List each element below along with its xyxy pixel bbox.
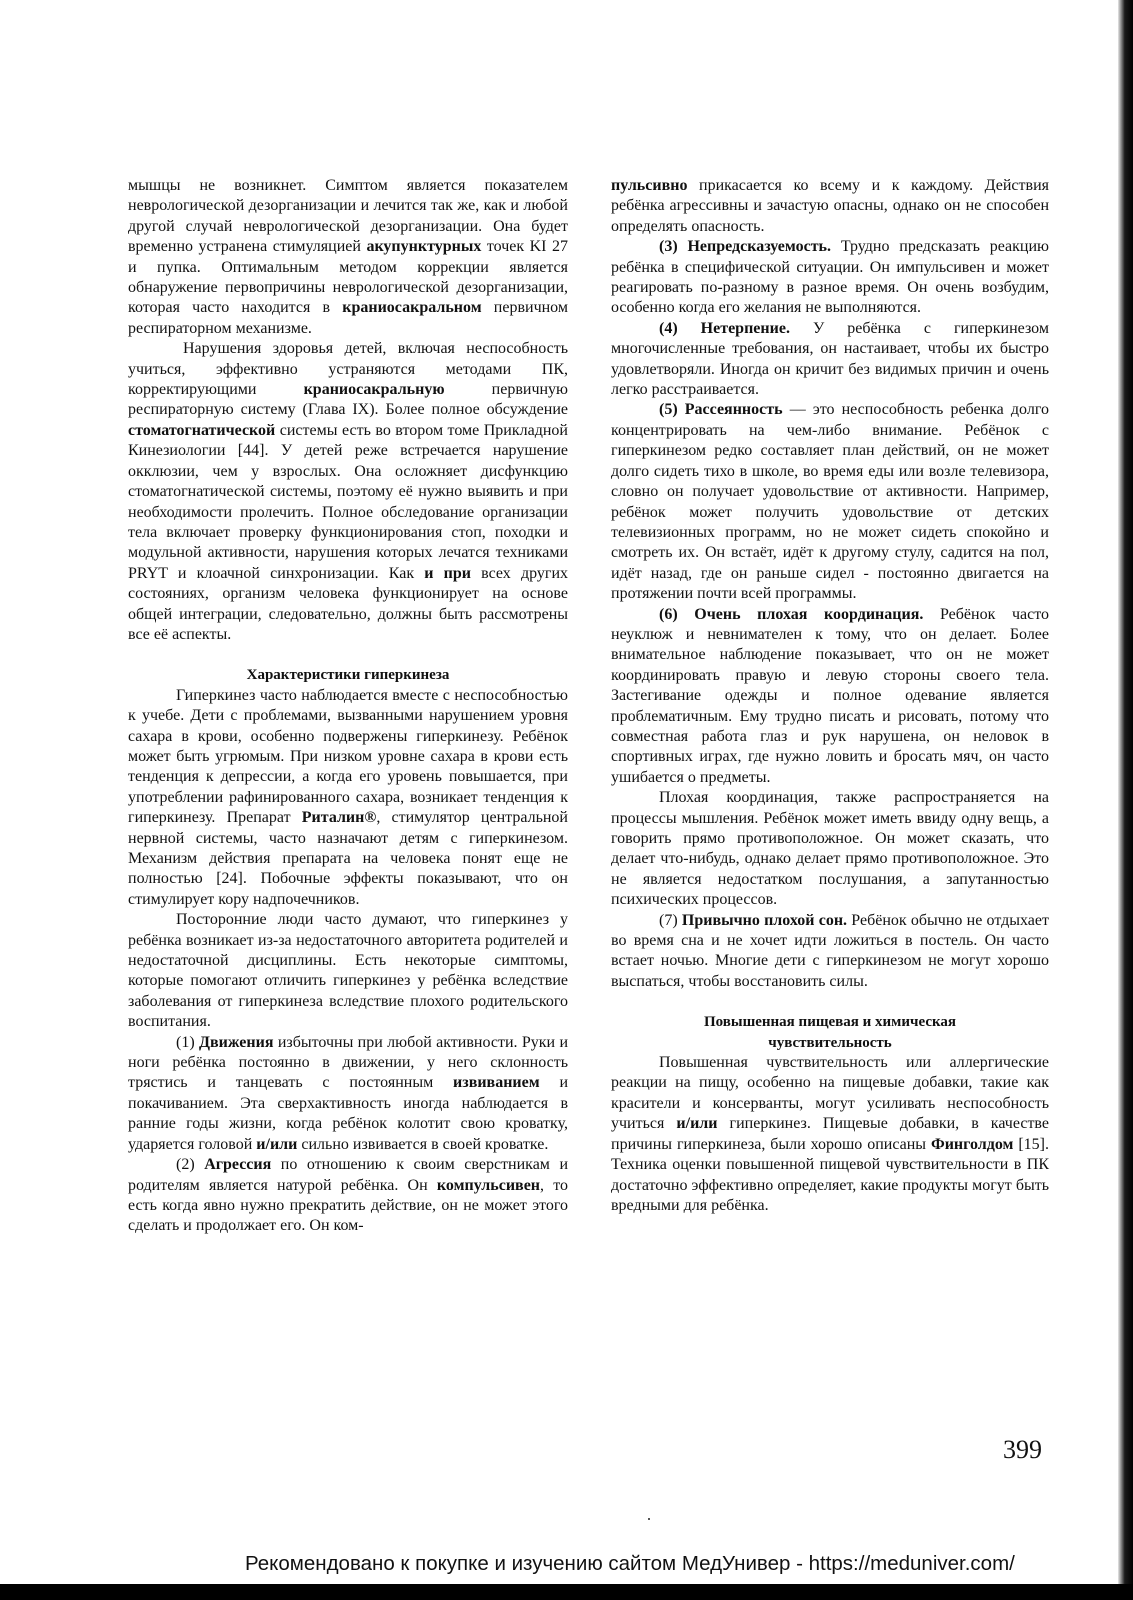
paragraph: Нарушения здоровья детей, включая неспособность учиться, эффективно устраняются методами ПК, корректирующими краниосакральную первичную респираторную систему (Глава IX). Более полное обсуждение стоматогнатической системы есть во втором томе Прикладной Кинезиологии [44]. У детей реже встречается нарушение окклюзии, чем у взрослых. Она осложняет дисфункцию стоматогнатической системы, поэтому её нужно выявить и при необходимости пролечить. Полное обследование организации тела включает проверку функционирования стоп, походки и модульной активности, нарушения которых лечатся техниками PRYT и клоачной синхронизации. Как и при всех других состояниях, организм человека функционирует на основе общей интеграции, следовательно, должны быть рассмотрены все её аспекты. <box>128 340 568 643</box>
paragraph: (3) Непредсказуемость. Трудно предсказать реакцию ребёнка в специфической ситуации. Он импульсивен и может реагировать по-разному в разное время. Он очень возбудим, особенно когда его желания не выполняются. <box>611 238 1049 317</box>
section-heading: Повышенная пищевая и химическая чувствительность <box>703 1014 957 1051</box>
paragraph: мышцы не возникнет. Симптом является показателем неврологической дезорганизации и лечится так же, как и любой другой случай неврологической дезорганизации. Она будет временно устранена стимуляцией акупунктурных точек KI 27 и пупка. Оптимальным методом коррекции является обнаружение первопричины неврологической дезорганизации, которая часто находится в краниосакральном первичном респираторном механизме. <box>128 177 569 337</box>
paragraph: (4) Нетерпение. У ребёнка с гиперкинезом многочисленные требования, он настаивает, чтобы их быстро удовлетворяли. Иногда он кричит без видимых причин и очень легко расстраивается. <box>611 319 1049 399</box>
footer-recommendation: Рекомендовано к покупке и изучению сайтом МедУнивер - https://meduniver.com/ <box>245 1552 1015 1575</box>
right-column <box>611 176 1049 1216</box>
paragraph: (6) Очень плохая координация. Ребёнок часто неуклюж и невнимателен к тому, что он делает. Более внимательное наблюдение показывает, что он не может координировать правую и левую стороны своего тела. Застегивание одежды и полное одевание является проблематичным. Ему трудно писать и рисовать, потому что совместная работа глаз и рук нарушена, он неловок в спортивных играх, где нужно ловить и бросать мяч, он часто ушибается о предметы. <box>611 605 1049 786</box>
paragraph: Гиперкинез часто наблюдается вместе с неспособностью к учебе. Дети с проблемами, вызванными нарушением уровня сахара в крови, особенно подвержены гиперкинезу. Ребёнок может быть угрюмым. При низком уровне сахара в крови есть тенденция к депрессии, а когда его уровень повышается, при употреблении рафинированного сахара, возникает тенденция к гиперкинезу. Препарат Риталин®, стимулятор центральной нервной системы, часто назначают детям с гиперкинезом. Механизм действия препарата на человека понят еще не полностью [24]. Побочные эффекты показывают, что он стимулирует кору надпочечников. <box>128 686 568 908</box>
paragraph: Плохая координация, также распространяется на процессы мышления. Ребёнок может иметь ввиду одну вещь, а говорить прямо противоположное. Он может сказать, что делает что-нибудь, однако делает прямо противоположное. Это не является недостатком послушания, а запутанностью психических процессов. <box>611 789 1049 909</box>
paragraph: Повышенная чувствительность или аллергические реакции на пищу, особенно на пищевые добавки, такие как красители и консерванты, могут усиливать неспособность учиться и/или гиперкинез. Пищевые добавки, в качестве причины гиперкинеза, были хорошо описаны Финголдом [15]. Техника оценки повышенной пищевой чувствительности в ПК достаточно эффективно определяет, какие продукты могут быть вредными для ребёнка. <box>611 1054 1050 1214</box>
paragraph: (2) Агрессия по отношению к своим сверстникам и родителям является натурой ребёнка. Он компульсивен, то есть когда явно нужно прекратить действие, он не может этого сделать и продолжает его. Он ком- <box>128 1156 569 1235</box>
scan-bottom-bar <box>0 1584 1133 1600</box>
scan-speck <box>648 1518 650 1520</box>
section-heading: Характеристики гиперкинеза <box>246 667 450 684</box>
scan-edge-shadow <box>1118 0 1133 1600</box>
paragraph: (1) Движения избыточны при любой активности. Руки и ноги ребёнка постоянно в движении, у него склонность трястись и танцевать с постоянным извиванием и покачиванием. Эта сверхактивность иногда наблюдается в ранние годы жизни, когда ребёнок колотит свою кроватку, ударяется головой и/или сильно извивается в своей кроватке. <box>128 1033 569 1153</box>
paragraph: (7) Привычно плохой сон. Ребёнок обычно не отдыхает во время сна и не хочет идти ложиться в постель. Он часто встает ночью. Многие дети с гиперкинезом не могут хорошо выспаться, чтобы восстановить силы. <box>611 911 1050 990</box>
paragraph: (5) Рассеянность — это неспособность ребенка долго концентрировать на чем-либо внимание. Ребёнок с гиперкинезом редко составляет план действий, он не может долго сидеть тихо в школе, во время еды или возле телевизора, словно он получает удовольствие от активности. Например, ребёнок может получить удовольствие от детских телевизионных программ, но не может сидеть спокойно и смотреть их. Он встаёт, идёт к другому стулу, садится на пол, идёт назад, где он раньше сидел - постоянно двигается на протяжении почти всей программы. <box>611 401 1049 603</box>
page-number: 399 <box>1003 1435 1042 1464</box>
left-column <box>128 176 568 1237</box>
paragraph: пульсивно прикасается ко всему и к каждому. Действия ребёнка агрессивны и зачастую опасны, однако он не способен определять опасность. <box>611 177 1049 235</box>
paragraph: Посторонние люди часто думают, что гиперкинез у ребёнка возникает из-за недостаточного авторитета родителей и недостаточной дисциплины. Есть некоторые симптомы, которые помогают отличить гиперкинез у ребёнка вследствие заболевания от гиперкинеза вследствие плохого родительского воспитания. <box>128 911 568 1031</box>
